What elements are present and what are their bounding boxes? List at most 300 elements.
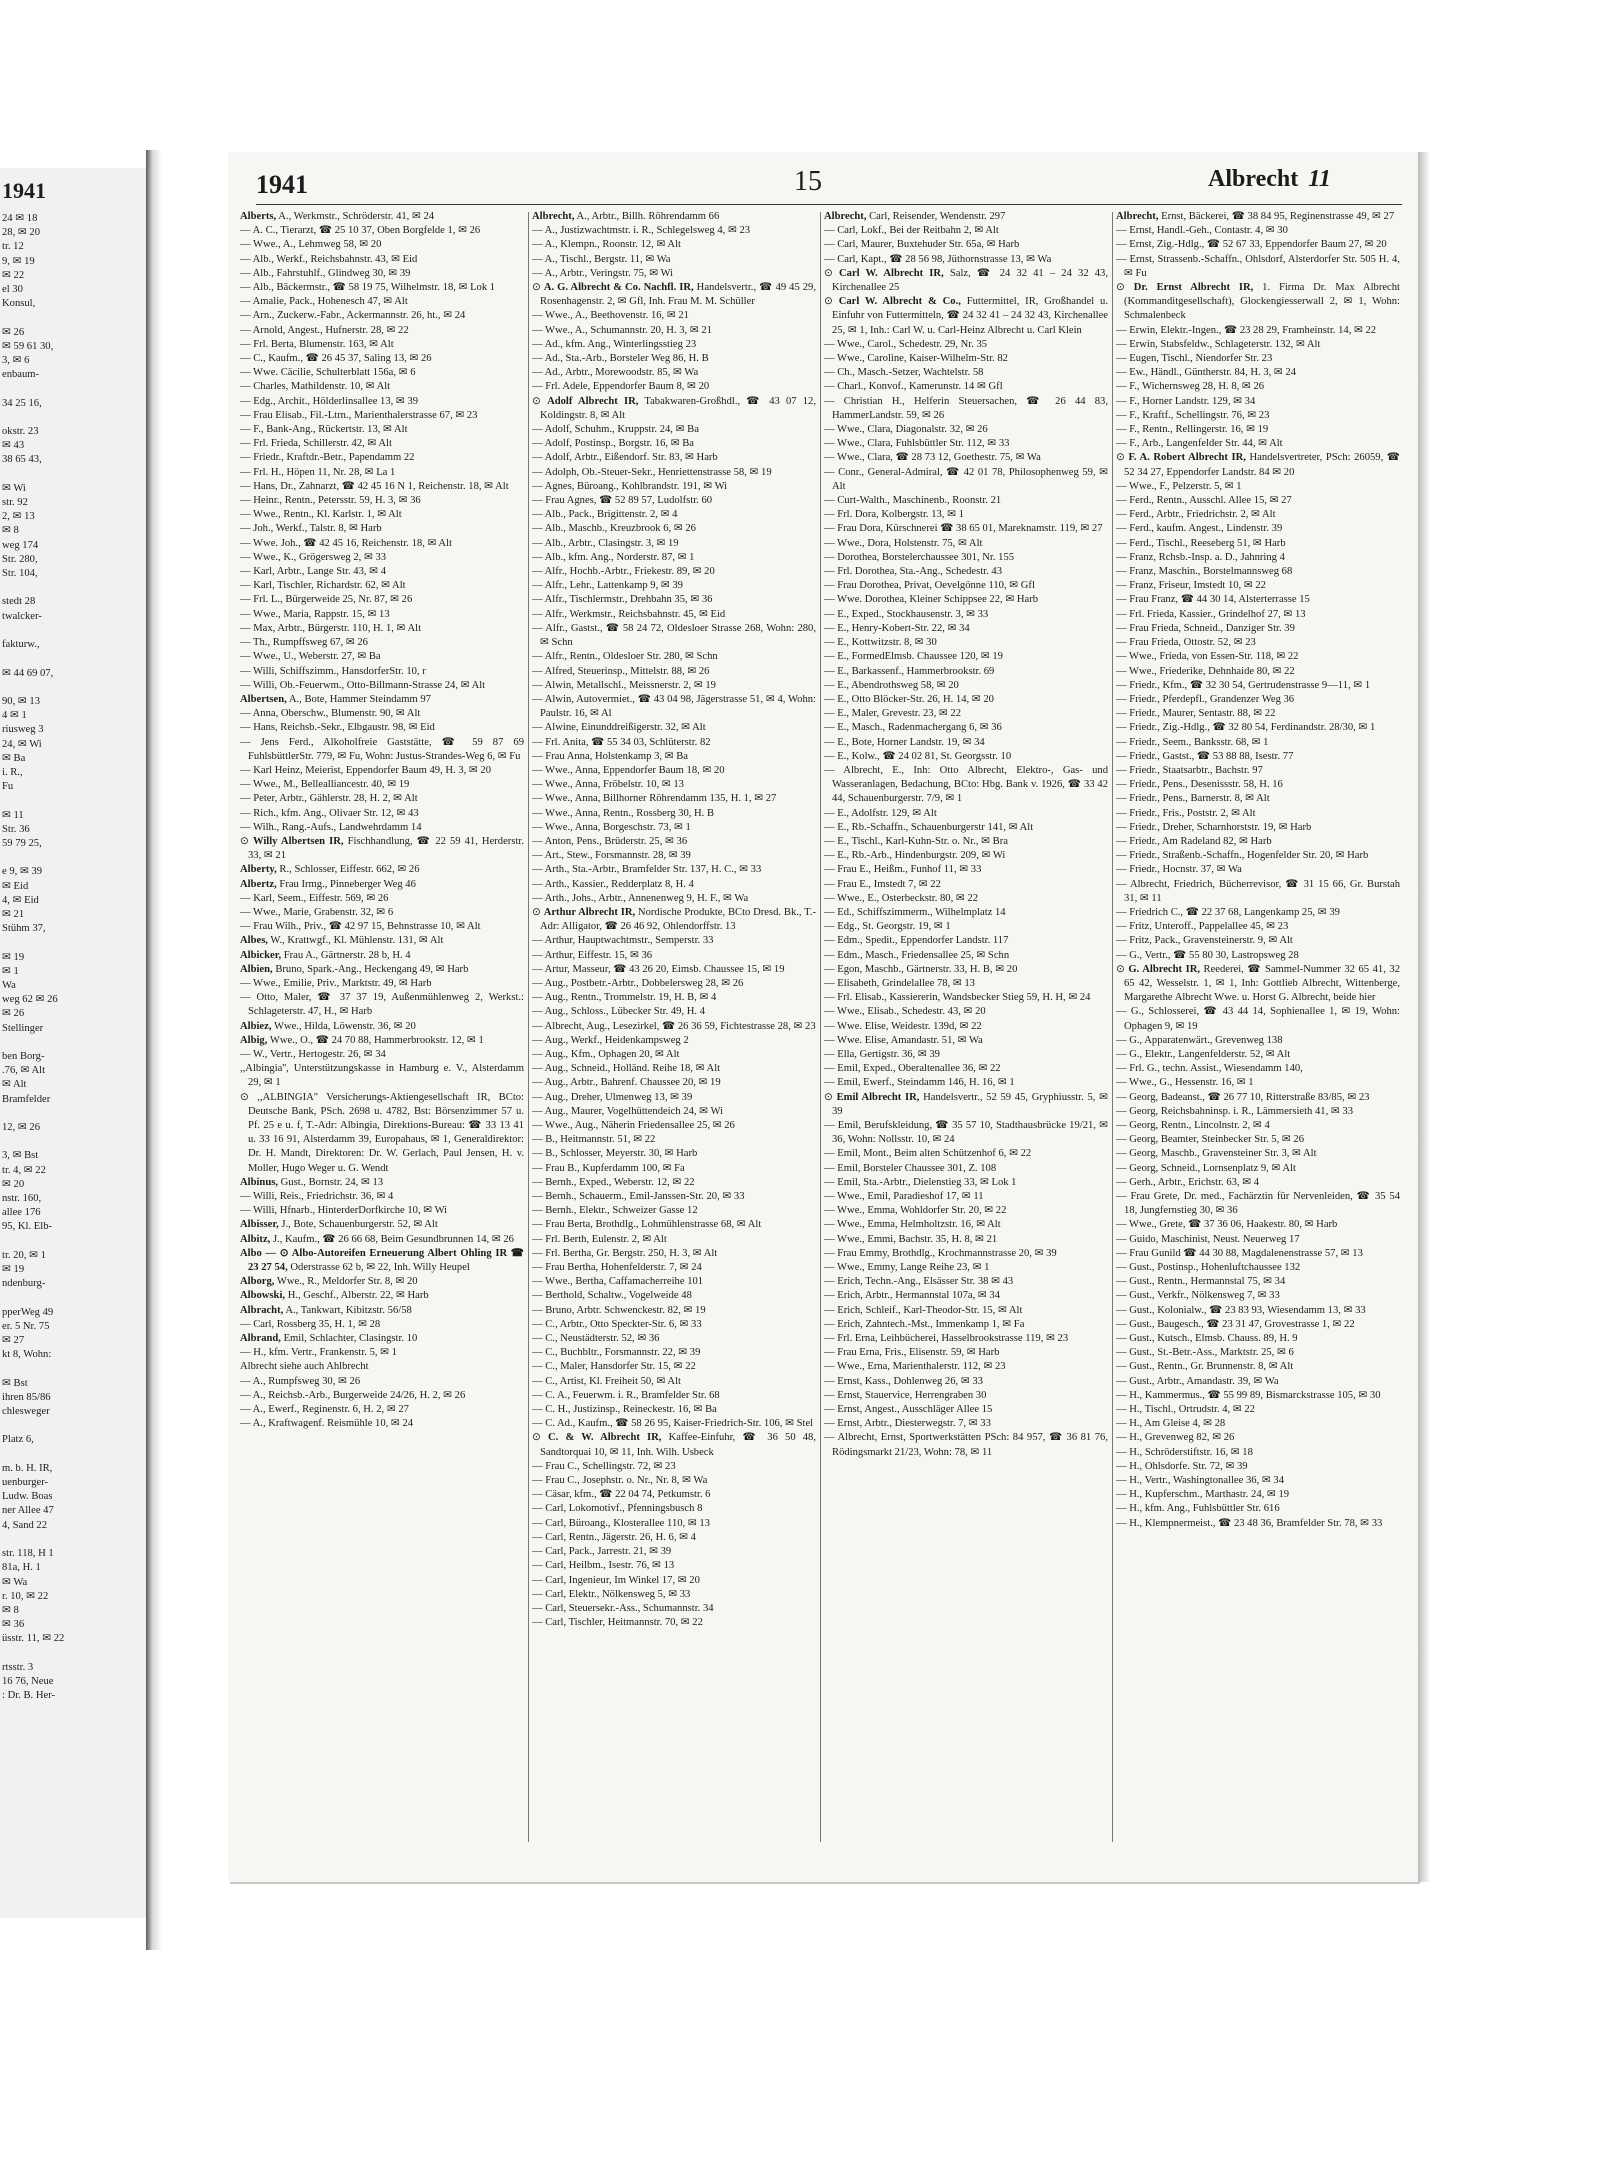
- directory-entry: — C. H., Justizinsp., Reineckestr. 16, ✉ Ba: [532, 1404, 717, 1416]
- directory-entry: — Carl, Steuersekr.-Ass., Schumannstr. 34: [532, 1602, 714, 1614]
- directory-entry: — Frau Wilh., Priv., ☎ 42 97 15, Behnstrasse 10, ✉ Alt: [240, 921, 481, 933]
- directory-entry: — Frau E., Imstedt 7, ✉ 22: [824, 878, 941, 890]
- previous-page-line: [2, 1291, 142, 1305]
- directory-entry: — Friedr., Maurer, Sentastr. 88, ✉ 22: [1116, 708, 1276, 720]
- directory-entry: — C., Neustädterstr. 52, ✉ 36: [532, 1333, 660, 1345]
- directory-entry: — Alb., Bäckermstr., ☎ 58 19 75, Wilhelmstr. 18, ✉ Lok 1: [240, 282, 496, 294]
- directory-entry: — Wwe., Elisab., Schedestr. 43, ✉ 20: [824, 1006, 986, 1018]
- directory-entry: — Art., Stew., Forsmannstr. 28, ✉ 39: [532, 850, 691, 862]
- directory-entry: — Friedr., Staatsarbtr., Bachstr. 97: [1116, 764, 1263, 776]
- directory-entry: — Friedr., Fris., Poststr. 2, ✉ Alt: [1116, 807, 1256, 819]
- directory-entry: ⊙ F. A. Robert Albrecht IR, Handelsvertreter, PSch: 26059, ☎ 52 34 27, Eppendorfer Landstr. 84 ✉ 20: [1116, 452, 1400, 478]
- directory-entry: Albrecht siehe auch Ahlbrecht: [240, 1361, 369, 1373]
- directory-entry: — Heinr., Rentn., Petersstr. 59, H. 3, ✉ 36: [240, 495, 421, 507]
- directory-entry: — Frl. L., Bürgerweide 25, Nr. 87, ✉ 26: [240, 594, 413, 606]
- previous-page-line: Konsul,: [2, 298, 36, 310]
- directory-entry: — Frau Agnes, ☎ 52 89 57, Ludolfstr. 60: [532, 495, 713, 507]
- directory-entry: — Frl. Anita, ☎ 55 34 03, Schlüterstr. 82: [532, 736, 711, 748]
- previous-page-year: 1941: [2, 178, 46, 203]
- directory-entry: — Adolf, Arbtr., Eißendorf. Str. 83, ✉ Harb: [532, 452, 718, 464]
- directory-entry: — Rich., kfm. Ang., Olivaer Str. 12, ✉ 43: [240, 807, 419, 819]
- directory-entry: ⊙ Dr. Ernst Albrecht IR, 1. Firma Dr. Max Albrecht (Kommanditgesellschaft), Glockengiesserwall 2, ✉ 1, Wohn: Schmalenbeck: [1116, 282, 1400, 322]
- directory-entry: — Peter, Arbtr., Gählerstr. 28, H. 2, ✉ Alt: [240, 793, 418, 805]
- directory-entry: — Wwe., Caroline, Kaiser-Wilhelm-Str. 82: [824, 353, 1008, 365]
- directory-entry: — Frau Elisab., Fil.-Ltrn., Marienthalerstrasse 67, ✉ 23: [240, 409, 478, 421]
- directory-entry: — Alb., Werkf., Reichsbahnstr. 43, ✉ Eid: [240, 253, 418, 265]
- directory-entry: — Eugen, Tischl., Niendorfer Str. 23: [1116, 353, 1273, 365]
- directory-entry: — Karl, Seem., Eiffestr. 569, ✉ 26: [240, 892, 389, 904]
- directory-entry: — Ernst, Handl.-Geh., Contastr. 4, ✉ 30: [1116, 225, 1288, 237]
- previous-page-line: pperWeg 49: [2, 1306, 54, 1318]
- header-rule: [256, 204, 1402, 205]
- previous-page-line: Str. 36: [2, 823, 30, 835]
- directory-entry: — Emil, Mont., Beim alten Schützenhof 6, ✉ 22: [824, 1148, 1032, 1160]
- directory-entry: — Aug., Maurer, Vogelhüttendeich 24, ✉ Wi: [532, 1105, 724, 1117]
- directory-entry: — Fritz, Pack., Gravensteinerstr. 9, ✉ Alt: [1116, 935, 1293, 947]
- directory-entry: — H., Vertr., Washingtonallee 36, ✉ 34: [1116, 1475, 1284, 1487]
- directory-entry: — E., Kottwitzstr. 8, ✉ 30: [824, 637, 937, 649]
- directory-entry: — H., kfm. Ang., Fuhlsbüttler Str. 616: [1116, 1503, 1280, 1515]
- previous-page-line: [2, 681, 142, 695]
- directory-entry: — Aug., Dreher, Ulmenweg 13, ✉ 39: [532, 1091, 693, 1103]
- previous-page-line: [2, 936, 142, 950]
- directory-entry: — E., FormedElmsb. Chaussee 120, ✉ 19: [824, 651, 1003, 663]
- directory-entry: — H., Schröderstiftstr. 16, ✉ 18: [1116, 1446, 1253, 1458]
- previous-page-line: nstr. 160,: [2, 1193, 42, 1205]
- directory-entry: Albo — ⊙ Albo-Autoreifen Erneuerung Albert Ohling IR ☎ 23 27 54, Oderstrasse 62 b, ✉ 22, Inh. Willy Heupel: [240, 1247, 524, 1274]
- column-2: [532, 210, 816, 1850]
- previous-page-line: twalcker-: [2, 610, 42, 622]
- previous-page-line: 4, ✉ Eid: [2, 894, 39, 906]
- directory-entry: — Hans, Reichsb.-Sekr., Elbgaustr. 98, ✉ Eid: [240, 722, 435, 734]
- directory-entry: — A., Klempn., Roonstr. 12, ✉ Alt: [532, 239, 681, 251]
- directory-entry: — Friedr., Pens., Desenissstr. 58, H. 16: [1116, 779, 1283, 791]
- directory-entry: — Friedr., Pens., Barnerstr. 8, ✉ Alt: [1116, 793, 1270, 805]
- running-head-number: 11: [1308, 166, 1331, 192]
- previous-page-line: ✉ 8: [2, 1604, 19, 1616]
- directory-entry: — Frau C., Josephstr. o. Nr., Nr. 8, ✉ Wa: [532, 1475, 708, 1487]
- directory-entry: — A. C., Tierarzt, ☎ 25 10 37, Oben Borgfelde 1, ✉ 26: [240, 225, 481, 237]
- previous-page-line: ✉ 26: [2, 1008, 25, 1020]
- directory-entry: — Gust., Baugesch., ☎ 23 31 47, Grovestrasse 1, ✉ 22: [1116, 1318, 1355, 1330]
- directory-entry: — Ernst, Strassenb.-Schaffn., Ohlsdorf, Alsterdorfer Str. 505 H. 4, ✉ Fu: [1116, 253, 1400, 279]
- directory-entry: — Dorothea, Borstelerchaussee 301, Nr. 155: [824, 551, 1015, 563]
- directory-entry: ⊙ C. & W. Albrecht IR, Kaffee-Einfuhr, ☎ 36 50 48, Sandtorquai 10, ✉ 11, Inh. Wilh. Usbeck: [532, 1432, 816, 1458]
- directory-entry: ⊙ Carl W. Albrecht IR, Salz, ☎ 24 32 41 – 24 32 43, Kirchenallee 25: [824, 267, 1108, 294]
- directory-entry: ⊙ Adolf Albrecht IR, Tabakwaren-Großhdl., ☎ 43 07 12, Koldingstr. 8, ✉ Alt: [532, 395, 816, 421]
- directory-entry: — Alfr., Werkmstr., Reichsbahnstr. 45, ✉ Eid: [532, 608, 726, 620]
- directory-entry: — Gust., St.-Betr.-Ass., Marktstr. 25, ✉ 6: [1116, 1347, 1294, 1359]
- directory-entry: — Wwe., Emma, Wohldorfer Str. 20, ✉ 22: [824, 1205, 1007, 1217]
- directory-entry: — Wwe., Rentn., Kl. Karlstr. 1, ✉ Alt: [240, 509, 402, 521]
- directory-entry: — Arth., Sta.-Arbtr., Bramfelder Str. 137, H. C., ✉ 33: [532, 864, 762, 876]
- previous-page-line: tr. 12: [2, 241, 24, 253]
- directory-entry: Alborg, Wwe., R., Meldorfer Str. 8, ✉ 20: [240, 1276, 418, 1288]
- directory-entry: — Carl, Heilbm., Isestr. 76, ✉ 13: [532, 1560, 675, 1572]
- directory-entry: — Anna, Oberschw., Blumenstr. 90, ✉ Alt: [240, 708, 421, 720]
- previous-page-line: tr. 20, ✉ 1: [2, 1249, 46, 1261]
- directory-entry: — Willi, Hfnarb., HinterderDorfkirche 10, ✉ Wi: [240, 1205, 448, 1217]
- directory-entry: — Wwe., A., Beethovenstr. 16, ✉ 21: [532, 310, 689, 322]
- previous-page-line: .76, ✉ Alt: [2, 1065, 46, 1077]
- previous-page-line: 28, ✉ 20: [2, 227, 41, 239]
- previous-page-line: [2, 311, 142, 325]
- previous-page-line: ✉ 20: [2, 1178, 25, 1190]
- previous-page-line: str. 118, H 1: [2, 1548, 54, 1560]
- directory-entry: Albig, Wwe., O., ☎ 24 70 88, Hammerbrookstr. 12, ✉ 1: [240, 1034, 484, 1046]
- directory-entry: Albrecht, Ernst, Bäckerei, ☎ 38 84 95, Reginenstrasse 49, ✉ 27: [1116, 211, 1395, 222]
- directory-entry: — Adolf, Postinsp., Borgstr. 16, ✉ Ba: [532, 438, 695, 450]
- directory-entry: — Friedr., Kfm., ☎ 32 30 54, Gertrudenstrasse 9—11, ✉ 1: [1116, 679, 1371, 691]
- previous-page-line: 3, ✉ 6: [2, 355, 30, 367]
- directory-entry: — Adolf, Schuhm., Kruppstr. 24, ✉ Ba: [532, 424, 699, 436]
- directory-entry: — Karl, Arbtr., Lange Str. 43, ✉ 4: [240, 566, 386, 578]
- directory-entry: — G., Apparatenwärt., Grevenweg 138: [1116, 1034, 1283, 1046]
- directory-entry: — Wwe., Emmi, Bachstr. 35, H. 8, ✉ 21: [824, 1233, 998, 1245]
- directory-entry: — E., Otto Blöcker-Str. 26, H. 14, ✉ 20: [824, 693, 994, 705]
- directory-entry: — G., Elektr., Langenfelderstr. 52, ✉ Alt: [1116, 1048, 1291, 1060]
- directory-entry: — Wwe., Anna, Rentn., Rossberg 30, H. B: [532, 807, 715, 819]
- previous-page-line: [2, 1419, 142, 1433]
- previous-page-line: [2, 1647, 142, 1661]
- directory-entry: — Adolph, Ob.-Steuer-Sekr., Henriettenstrasse 58, ✉ 19: [532, 466, 772, 478]
- directory-entry: Albisser, J., Bote, Schauenburgerstr. 52, ✉ Alt: [240, 1219, 438, 1231]
- directory-entry: — Alb., Arbtr., Clasingstr. 3, ✉ 19: [532, 537, 679, 549]
- previous-page-line: Stellinger: [2, 1022, 44, 1034]
- directory-entry: — Frl. Elisab., Kassiererin, Wandsbecker Stieg 59, H. H, ✉ 24: [824, 992, 1091, 1004]
- directory-entry: — Gust., Arbtr., Amandastr. 39, ✉ Wa: [1116, 1375, 1279, 1387]
- previous-page-line: Bramfelder: [2, 1093, 51, 1105]
- directory-entry: — Frau Dora, Kürschnerei ☎ 38 65 01, Mareknamstr. 119, ✉ 27: [824, 523, 1103, 535]
- directory-entry: — E., Abendrothsweg 58, ✉ 20: [824, 679, 959, 691]
- directory-entry: — G., Schlosserei, ☎ 43 44 14, Sophienallee 1, ✉ 19, Wohn: Ophagen 9, ✉ 19: [1116, 1006, 1400, 1032]
- directory-entry: — E., Adolfstr. 129, ✉ Alt: [824, 807, 937, 819]
- previous-page-line: str. 92: [2, 497, 28, 509]
- directory-entry: — Ernst, Zig.-Hdlg., ☎ 52 67 33, Eppendorfer Baum 27, ✉ 20: [1116, 239, 1387, 251]
- directory-entry: — Erwin, Stabsfeldw., Schlageterstr. 132, ✉ Alt: [1116, 338, 1321, 350]
- directory-entry: — Alfr., Rentn., Oldesloer Str. 280, ✉ Schn: [532, 651, 718, 663]
- directory-entry: — Georg, Beamter, Steinbecker Str. 5, ✉ 26: [1116, 1134, 1305, 1146]
- page-year: 1941: [256, 170, 308, 199]
- directory-entry: — Wwe. Elise, Weidestr. 139d, ✉ 22: [824, 1020, 982, 1032]
- previous-page-line: stedt 28: [2, 596, 36, 608]
- directory-entry: — Wwe., Grete, ☎ 37 36 06, Haakestr. 80, ✉ Harb: [1116, 1219, 1338, 1231]
- directory-entry: — Ad., Arbtr., Morewoodstr. 85, ✉ Wa: [532, 367, 699, 379]
- directory-entry: — Carl, Büroang., Klosterallee 110, ✉ 13: [532, 1517, 710, 1529]
- directory-entry: — Albrecht, E., Inh: Otto Albrecht, Elektro-, Gas- und Wasseranlagen, Bedachung, BCto: Hbg. Bank v. 1926, ☎ 33 42 44, Schauenburgerstr. 7/9, ✉ 1: [824, 764, 1108, 805]
- previous-page-line: okstr. 23: [2, 426, 39, 438]
- directory-entry: — A., Rumpfsweg 30, ✉ 26: [240, 1375, 361, 1387]
- directory-entry: — Artur, Masseur, ☎ 43 26 20, Eimsb. Chaussee 15, ✉ 19: [532, 963, 785, 975]
- previous-page-line: 90, ✉ 13: [2, 695, 41, 707]
- directory-entry: — Frl. H., Höpen 11, Nr. 28, ✉ La 1: [240, 466, 396, 478]
- directory-entry: — A., Arbtr., Veringstr. 75, ✉ Wi: [532, 267, 674, 279]
- previous-page-line: üsstr. 11, ✉ 22: [2, 1633, 65, 1645]
- directory-entry: — Friedr., Pferdepfl., Grandenzer Weg 36: [1116, 693, 1295, 705]
- directory-entry: — Wwe., Anna, Borgeschstr. 73, ✉ 1: [532, 821, 691, 833]
- directory-entry: — Arth., Kassier., Redderplatz 8, H. 4: [532, 878, 694, 890]
- directory-entry: — Wwe. Joh., ☎ 42 45 16, Reichenstr. 18, ✉ Alt: [240, 537, 452, 549]
- previous-page-line: 4 ✉ 1: [2, 710, 27, 722]
- previous-page-line: 24 ✉ 18: [2, 213, 38, 224]
- previous-page-line: fakturw.,: [2, 639, 40, 651]
- directory-entry: — Wwe. Cäcilie, Schulterblatt 156a, ✉ 6: [240, 367, 416, 379]
- directory-entry: — Emil, Berufskleidung, ☎ 35 57 10, Stadthausbrücke 19/21, ✉ 36, Wohn: Nollsstr. 10, ✉ 24: [824, 1120, 1108, 1146]
- directory-entry: — Frau E., Heißm., Funhof 11, ✉ 33: [824, 864, 982, 876]
- previous-page-line: ✉ Bst: [2, 1377, 28, 1389]
- directory-entry: — B., Heitmannstr. 51, ✉ 22: [532, 1134, 656, 1146]
- previous-page-line: [2, 1235, 142, 1249]
- directory-entry: — Edm., Masch., Friedensallee 25, ✉ Schn: [824, 949, 1010, 961]
- directory-entry: — Wwe., Frieda, von Essen-Str. 118, ✉ 22: [1116, 651, 1299, 663]
- previous-page-line: [2, 411, 142, 425]
- directory-entry: — Fritz, Unteroff., Pappelallee 45, ✉ 23: [1116, 921, 1289, 933]
- directory-entry: — Georg, Badeanst., ☎ 26 77 10, Ritterstraße 83/85, ✉ 23: [1116, 1091, 1370, 1103]
- previous-page-line: ✉ 22: [2, 269, 25, 281]
- directory-entry: — Willi, Schiffszimm., HansdorferStr. 10, r: [240, 665, 426, 677]
- directory-entry: ⊙ Emil Albrecht IR, Handelsvertr., 52 59 45, Gryphiusstr. 5, ✉ 39: [824, 1091, 1108, 1117]
- previous-page-line: [2, 851, 142, 865]
- directory-entry: — Ernst, Stauervice, Herrengraben 30: [824, 1389, 987, 1401]
- directory-entry: — E., Masch., Radenmachergang 6, ✉ 36: [824, 722, 1002, 734]
- directory-entry: — Friedr., Seem., Banksstr. 68, ✉ 1: [1116, 736, 1269, 748]
- directory-entry: — Alwin, Autovermiet., ☎ 43 04 98, Jägerstrasse 51, ✉ 4, Wohn: Paulstr. 16, ✉ Al: [532, 693, 816, 720]
- directory-entry: — Wwe., Emmy, Lange Reihe 23, ✉ 1: [824, 1262, 990, 1274]
- directory-entry: — Ernst, Kass., Dohlenweg 26, ✉ 33: [824, 1375, 983, 1387]
- directory-entry: — Ed., Schiffszimmerm., Wilhelmplatz 14: [824, 906, 1006, 918]
- directory-entry: — Frl. Dora, Kolbergstr. 13, ✉ 1: [824, 509, 964, 521]
- directory-entry: — Gust., Kutsch., Elmsb. Chauss. 89, H. 9: [1116, 1333, 1298, 1345]
- directory-entry: — Emil, Ewerf., Steindamm 146, H. 16, ✉ 1: [824, 1077, 1015, 1089]
- directory-entry: — Ferd., Rentn., Ausschl. Allee 15, ✉ 27: [1116, 495, 1292, 507]
- directory-entry: — Georg, Schneid., Lornsenplatz 9, ✉ Alt: [1116, 1162, 1296, 1174]
- directory-entry: — Wwe., E., Osterbeckstr. 80, ✉ 22: [824, 892, 979, 904]
- directory-entry: — C., Arbtr., Otto Speckter-Str. 6, ✉ 33: [532, 1318, 702, 1330]
- previous-page-line: e 9, ✉ 39: [2, 866, 43, 878]
- directory-entry: — G., Vertr., ☎ 55 80 30, Lastropsweg 28: [1116, 949, 1299, 961]
- directory-entry: — Franz, Friseur, Imstedt 10, ✉ 22: [1116, 580, 1266, 592]
- previous-page-line: [2, 1533, 142, 1547]
- previous-page-line: 4, Sand 22: [2, 1519, 48, 1531]
- directory-entry: — E., Tischl., Karl-Kuhn-Str. o. Nr., ✉ Bra: [824, 835, 1008, 847]
- directory-entry: — Ad., kfm. Ang., Winterlingsstieg 23: [532, 338, 697, 350]
- directory-entry: — Emil, Exped., Oberaltenallee 36, ✉ 22: [824, 1063, 1001, 1075]
- previous-page-line: ✉ Ba: [2, 752, 26, 764]
- directory-entry: — Arnold, Angest., Hufnerstr. 28, ✉ 22: [240, 324, 409, 336]
- previous-page-line: ✉ Alt: [2, 1079, 27, 1091]
- directory-entry: — Berthold, Schaltw., Vogelweide 48: [532, 1290, 692, 1302]
- previous-page-line: er. 5 Nr. 75: [2, 1320, 50, 1332]
- directory-entry: — W., Vertr., Hertogestr. 26, ✉ 34: [240, 1048, 386, 1060]
- directory-entry: — H., Ohlsdorfe. Str. 72, ✉ 39: [1116, 1460, 1248, 1472]
- previous-page-line: rtsstr. 3: [2, 1661, 34, 1673]
- directory-entry: — Frau Bertha, Hohenfelderstr. 7, ✉ 24: [532, 1262, 702, 1274]
- directory-entry: — Wwe., Emma, Helmholtzstr. 16, ✉ Alt: [824, 1219, 1001, 1231]
- directory-entry: — Aug., Kfm., Ophagen 20, ✉ Alt: [532, 1048, 680, 1060]
- previous-page-line: 16 76, Neue: [2, 1675, 54, 1687]
- directory-entry: — Gust., Rentn., Hermannstal 75, ✉ 34: [1116, 1276, 1286, 1288]
- directory-entry: — Agnes, Büroang., Kohlbrandstr. 191, ✉ Wi: [532, 480, 728, 492]
- directory-entry: — Alb., kfm. Ang., Norderstr. 87, ✉ 1: [532, 551, 695, 563]
- directory-entry: — E., Exped., Stockhausenstr. 3, ✉ 33: [824, 608, 989, 620]
- directory-entry: — Aug., Werkf., Heidenkampsweg 2: [532, 1034, 689, 1046]
- directory-entry: — Frl. Erna, Leihbücherei, Hasselbrookstrasse 119, ✉ 23: [824, 1333, 1069, 1345]
- directory-entry: — Wwe., Anna, Fröbelstr. 10, ✉ 13: [532, 779, 684, 791]
- directory-entry: — F., Rentn., Rellingerstr. 16, ✉ 19: [1116, 424, 1269, 436]
- directory-entry: — Alfr., Gastst., ☎ 58 24 72, Oldesloer Strasse 268, Wohn: 280, ✉ Schn: [532, 622, 816, 649]
- directory-entry: — Guido, Maschinist, Neust. Neuerweg 17: [1116, 1233, 1300, 1245]
- previous-page-line: ✉ 11: [2, 809, 24, 821]
- directory-entry: — Aug., Schloss., Lübecker Str. 49, H. 4: [532, 1006, 706, 1018]
- previous-page-line: weg 174: [2, 539, 39, 551]
- directory-entry: — Gerh., Arbtr., Erichstr. 63, ✉ 4: [1116, 1176, 1260, 1188]
- previous-page-line: Fu: [2, 781, 14, 793]
- previous-page-line: [2, 468, 142, 482]
- directory-entry: — Wwe., A., Lehmweg 58, ✉ 20: [240, 239, 382, 251]
- directory-page: [228, 152, 1418, 1882]
- directory-entry: — Ferd., Arbtr., Friedrichstr. 2, ✉ Alt: [1116, 509, 1276, 521]
- previous-page-line: m. b. H. IR,: [2, 1462, 53, 1474]
- directory-entry: — Karl, Tischler, Richardstr. 62, ✉ Alt: [240, 580, 406, 592]
- directory-entry: — Ella, Gertigstr. 36, ✉ 39: [824, 1048, 940, 1060]
- directory-entry: — Ernst, Arbtr., Diesterwegstr. 7, ✉ 33: [824, 1418, 991, 1430]
- directory-entry: — E., Barkassenf., Hammerbrookstr. 69: [824, 665, 995, 677]
- directory-entry: — A., Ewerf., Reginenstr. 6, H. 2, ✉ 27: [240, 1404, 409, 1416]
- directory-entry: — Georg, Maschb., Gravensteiner Str. 3, ✉ Alt: [1116, 1148, 1317, 1160]
- directory-entry: ⊙ ,,ALBINGIA" Versicherungs-Aktiengesellschaft IR, BCto: Deutsche Bank, PSch. 2698 u. 4782, Bst: Börsenzimmer 57 u. Pf. 25 e u. f, T.-Adr: Albingia, Direktions-Bureau: ☎ 33 13 41 u. 33 16 91, Alsterdamm 39, Europahaus, ✉ 1, Generaldirektor: Dr. H. Mandt, Direktoren: Dr. W. Gerlach, Paul Jensen, H. v. Moller, Hugo Weger u. G. Wendt: [240, 1091, 524, 1174]
- directory-entry: — Wwe., Clara, ☎ 28 73 12, Goethestr. 75, ✉ Wa: [824, 452, 1041, 464]
- directory-entry: Albicker, Frau A., Gärtnerstr. 28 b, H. 4: [240, 949, 411, 961]
- directory-entry: Alberty, R., Schlosser, Eiffestr. 662, ✉ 26: [240, 864, 420, 876]
- directory-entry: — Friedrich C., ☎ 22 37 68, Langenkamp 25, ✉ 39: [1116, 906, 1340, 918]
- directory-entry: — Joh., Werkf., Talstr. 8, ✉ Harb: [240, 523, 382, 535]
- directory-entry: Albitz, J., Kaufm., ☎ 26 66 68, Beim Gesundbrunnen 14, ✉ 26: [240, 1233, 514, 1245]
- previous-page-line: ndenburg-: [2, 1278, 46, 1290]
- page-number: 15: [794, 166, 822, 197]
- previous-page-line: allee 176: [2, 1207, 41, 1219]
- directory-entry: — Wwe., Marie, Grabenstr. 32, ✉ 6: [240, 906, 394, 918]
- directory-entry: — Erich, Schleif., Karl-Theodor-Str. 15, ✉ Alt: [824, 1304, 1023, 1316]
- previous-page-line: ✉ Wa: [2, 1576, 28, 1588]
- previous-page-line: ✉ 27: [2, 1335, 25, 1347]
- directory-entry: — Frl. Dorothea, Sta.-Ang., Schedestr. 43: [824, 566, 1003, 578]
- directory-entry: — Wwe., Anna, Eppendorfer Baum 18, ✉ 20: [532, 764, 725, 776]
- previous-page-line: ihren 85/86: [2, 1391, 51, 1403]
- directory-entry: — Friedr., Hocnstr. 37, ✉ Wa: [1116, 864, 1242, 876]
- directory-entry: — Carl, Tischler, Heitmannstr. 70, ✉ 22: [532, 1617, 703, 1629]
- directory-entry: — Wwe., Clara, Fuhlsbüttler Str. 112, ✉ 33: [824, 438, 1010, 450]
- directory-entry: — Friedr., Am Radeland 82, ✉ Harb: [1116, 835, 1272, 847]
- directory-entry: — Frl. Berth, Eulenstr. 2, ✉ Alt: [532, 1233, 667, 1245]
- directory-entry: — Wwe., Erna, Marienthalerstr. 112, ✉ 23: [824, 1361, 1006, 1373]
- directory-entry: — Arthur, Hauptwachtmstr., Semperstr. 33: [532, 935, 714, 947]
- directory-entry: — Hans, Dr., Zahnarzt, ☎ 42 45 16 N 1, Reichenstr. 18, ✉ Alt: [240, 480, 509, 492]
- directory-entry: — Alfr., Hochb.-Arbtr., Friekestr. 89, ✉ 20: [532, 566, 715, 578]
- directory-entry: — E., Rb.-Arb., Hindenburgstr. 209, ✉ Wi: [824, 850, 1006, 862]
- previous-page-line: ✉ 36: [2, 1619, 25, 1631]
- directory-entry: — Friedr., Zig.-Hdlg., ☎ 32 80 54, Ferdinandstr. 28/30, ✉ 1: [1116, 722, 1376, 734]
- directory-entry: — Frau B., Kupferdamm 100, ✉ Fa: [532, 1162, 685, 1174]
- directory-entry: — F., Horner Landstr. 129, ✉ 34: [1116, 395, 1256, 407]
- directory-entry: ,,Albingia'', Unterstützungskasse in Hamburg e. V., Alsterdamm 29, ✉ 1: [240, 1063, 524, 1089]
- previous-page-line: Platz 6,: [2, 1434, 34, 1446]
- column-divider: [528, 212, 529, 1842]
- previous-page-line: 3, ✉ Bst: [2, 1150, 39, 1162]
- directory-entry: — A., Tischl., Bergstr. 11, ✉ Wa: [532, 253, 671, 265]
- previous-page-edge: [0, 168, 148, 1918]
- previous-page-line: [2, 794, 142, 808]
- directory-entry: — Wwe., F., Pelzerstr. 5, ✉ 1: [1116, 480, 1242, 492]
- directory-entry: — C., Artist, Kl. Freiheit 50, ✉ Alt: [532, 1375, 681, 1387]
- previous-page-line: Str. 280,: [2, 553, 38, 565]
- column-3: [824, 210, 1108, 1850]
- directory-entry: — Amalie, Pack., Hohenesch 47, ✉ Alt: [240, 296, 408, 308]
- directory-entry: — Wwe., Carol., Schedestr. 29, Nr. 35: [824, 338, 988, 350]
- directory-entry: — C., Kaufm., ☎ 26 45 37, Saling 13, ✉ 26: [240, 353, 432, 365]
- previous-page-line: ✉ 59 61 30,: [2, 340, 54, 352]
- directory-entry: Albiez, Wwe., Hilda, Löwenstr. 36, ✉ 20: [240, 1020, 416, 1032]
- previous-page-line: 9, ✉ 19: [2, 255, 35, 267]
- previous-page-line: 38 65 43,: [2, 454, 42, 466]
- directory-entry: — Carl, Elektr., Nölkensweg 5, ✉ 33: [532, 1588, 691, 1600]
- previous-page-line: ✉ 43: [2, 440, 25, 452]
- previous-page-line: ✉ Eid: [2, 880, 29, 892]
- column-divider: [820, 212, 821, 1842]
- directory-entry: — Charl., Konvof., Kamerunstr. 14 ✉ Gfl: [824, 381, 1003, 393]
- directory-entry: — Conr., General-Admiral, ☎ 42 01 78, Philosophenweg 59, ✉ Alt: [824, 466, 1108, 492]
- previous-page-line: 24, ✉ Wi: [2, 738, 42, 750]
- previous-page-line: [2, 652, 142, 666]
- previous-page-line: [2, 1135, 142, 1149]
- previous-page-line: Ludw. Boas: [2, 1491, 53, 1503]
- directory-entry: — Wwe. Elise, Amandastr. 51, ✉ Wa: [824, 1034, 983, 1046]
- page-edge-shadow: [1418, 152, 1430, 1882]
- directory-entry: — Franz, Rchsb.-Insp. a. D., Jahnring 4: [1116, 551, 1285, 563]
- column-1: [240, 210, 524, 1850]
- directory-entry: Albertsen, A., Bote, Hammer Steindamm 97: [240, 693, 431, 705]
- previous-page-line: chlesweger: [2, 1406, 50, 1418]
- previous-page-line: ✉ 19: [2, 951, 25, 963]
- directory-entry: — Ad., Sta.-Arb., Borsteler Weg 86, H. B: [532, 353, 709, 365]
- directory-entry: — Willi, Ob.-Feuerwm., Otto-Billmann-Strasse 24, ✉ Alt: [240, 679, 486, 691]
- directory-entry: — Georg, Reichsbahninsp. i. R., Lämmersieth 41, ✉ 33: [1116, 1105, 1354, 1117]
- previous-page-line: : Dr. B. Her-: [2, 1690, 56, 1702]
- directory-entry: — Frau Berta, Brothdlg., Lohmühlenstrasse 68, ✉ Alt: [532, 1219, 762, 1231]
- directory-entry: — F., Arb., Langenfelder Str. 44, ✉ Alt: [1116, 438, 1283, 450]
- directory-entry: — F., Kraftf., Schellingstr. 76, ✉ 23: [1116, 409, 1270, 421]
- directory-entry: — H., Tischl., Ortrudstr. 4, ✉ 22: [1116, 1404, 1255, 1416]
- previous-page-line: 2, ✉ 13: [2, 511, 35, 523]
- directory-entry: — Frau Grete, Dr. med., Fachärztin für Nervenleiden, ☎ 35 54 18, Jungfernstieg 30, ✉ 36: [1116, 1191, 1400, 1217]
- previous-page-line: tr. 4, ✉ 22: [2, 1164, 46, 1176]
- directory-entry: — Curt-Walth., Maschinenb., Roonstr. 21: [824, 495, 1002, 507]
- previous-page-lines: [2, 212, 142, 1703]
- directory-entry: — Wwe., Clara, Diagonalstr. 32, ✉ 26: [824, 424, 988, 436]
- directory-entry: — Alfr., Tischlermstr., Drehbahn 35, ✉ 36: [532, 594, 713, 606]
- directory-entry: — H., Am Gleise 4, ✉ 28: [1116, 1418, 1226, 1430]
- directory-entry: — Bernh., Exped., Weberstr. 12, ✉ 22: [532, 1176, 695, 1188]
- directory-entry: Albrecht, Carl, Reisender, Wendenstr. 297: [824, 211, 1006, 222]
- directory-entry: — H., Kupferschm., Marthastr. 24, ✉ 19: [1116, 1489, 1290, 1501]
- directory-entry: — Carl, Rentn., Jägerstr. 26, H. 6, ✉ 4: [532, 1531, 696, 1543]
- previous-page-line: Stühm 37,: [2, 923, 46, 935]
- directory-entry: — Albrecht, Friedrich, Bücherrevisor, ☎ 31 15 66, Gr. Burstah 31, ✉ 11: [1116, 878, 1400, 904]
- directory-entry: — Anton, Pens., Brüderstr. 25, ✉ 36: [532, 835, 688, 847]
- directory-entry: — H., Kammermus., ☎ 55 99 89, Bismarckstrasse 105, ✉ 30: [1116, 1389, 1381, 1401]
- directory-entry: — E., Henry-Kobert-Str. 22, ✉ 34: [824, 622, 970, 634]
- directory-entry: — Frau Erna, Fris., Elisenstr. 59, ✉ Harb: [824, 1347, 1000, 1359]
- directory-entry: — Wwe., Emil, Paradieshof 17, ✉ 11: [824, 1191, 984, 1203]
